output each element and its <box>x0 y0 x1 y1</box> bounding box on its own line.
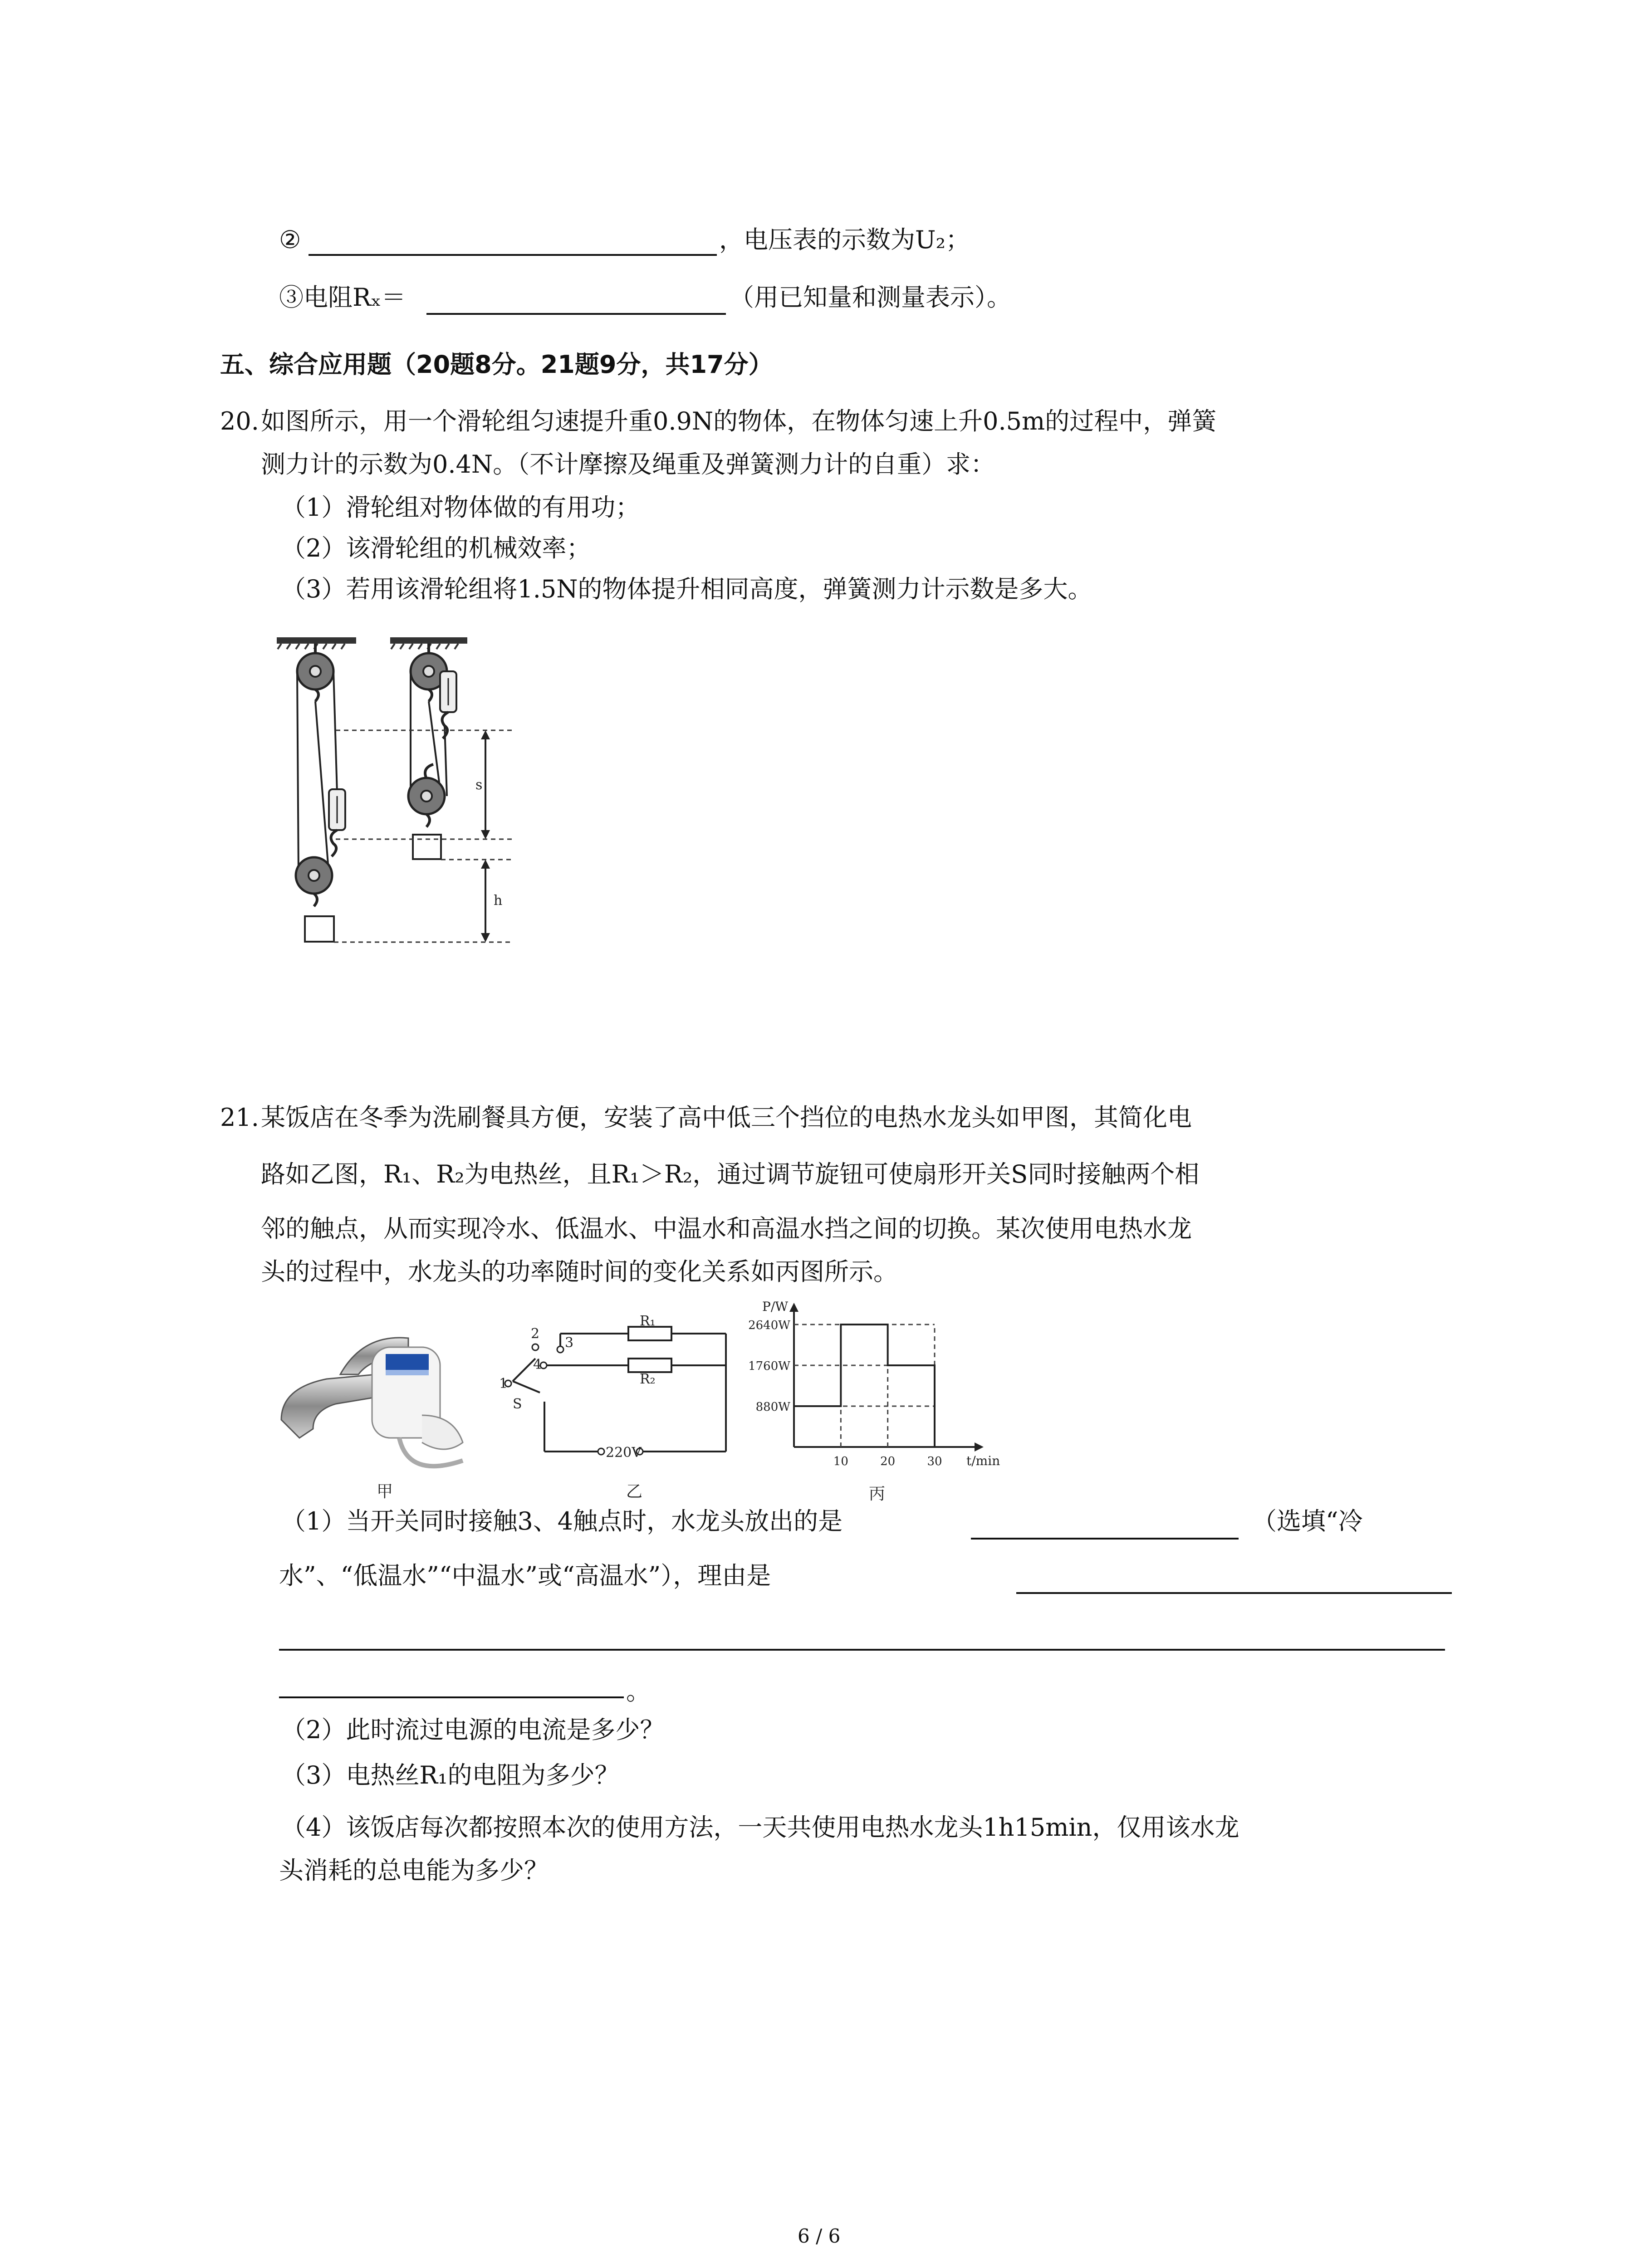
q21-sub4-line2: 头消耗的总电能为多少？ <box>279 1856 549 1885</box>
q21-blank2[interactable] <box>1016 1592 1452 1594</box>
chart-xlabel: t/min <box>966 1453 1000 1468</box>
step2-text: ，电压表的示数为U₂； <box>719 225 970 254</box>
label-bing: 丙 <box>869 1485 886 1503</box>
label-switch-s: S <box>513 1396 522 1412</box>
q20-sub2: （2）该滑轮组的机械效率； <box>281 534 591 562</box>
label-s: s <box>475 777 483 793</box>
section-heading: 五、综合应用题（20题8分。21题9分，共17分） <box>220 350 773 379</box>
q20-line1: 如图所示，用一个滑轮组匀速提升重0.9N的物体，在物体匀速上升0.5m的过程中，弹簧 <box>261 407 1217 435</box>
q21-sub4-line1: （4）该饭店每次都按照本次的使用方法，一天共使用电热水龙头1h15min，仅用该水龙 <box>281 1813 1239 1842</box>
q20-line2: 测力计的示数为0.4N。（不计摩擦及绳重及弹簧测力计的自重）求： <box>261 450 995 479</box>
power-time-chart <box>735 1297 1016 1506</box>
label-r1: R₁ <box>640 1315 656 1329</box>
y-tick-label: 1760W <box>748 1359 790 1373</box>
step3-suffix: （用已知量和测量表示）。 <box>730 283 1011 312</box>
x-tick-label: 20 <box>880 1455 896 1468</box>
q21-line1: 某饭店在冬季为洗刷餐具方便，安装了高中低三个挡位的电热水龙头如甲图，其简化电 <box>261 1103 1192 1132</box>
circuit-figure <box>490 1315 744 1506</box>
q21-sub1-line1a: （1）当开关同时接触3、4触点时，水龙头放出的是 <box>281 1507 843 1535</box>
label-h: h <box>494 893 503 909</box>
y-tick-label: 880W <box>755 1400 790 1414</box>
q20-number: 20. <box>220 407 259 435</box>
step2-mark: ② <box>279 225 301 254</box>
step3-blank[interactable] <box>426 313 726 315</box>
y-tick-label: 2640W <box>748 1319 790 1332</box>
q21-line2: 路如乙图，R₁、R₂为电热丝，且R₁＞R₂，通过调节旋钮可使扇形开关S同时接触两个相 <box>261 1160 1200 1188</box>
label-jia: 甲 <box>377 1482 393 1501</box>
page-number: 6 / 6 <box>798 2225 841 2247</box>
q21-sub1-line1b: （选填“冷 <box>1252 1507 1363 1535</box>
q21-line3: 邻的触点，从而实现冷水、低温水、中温水和高温水挡之间的切换。某次使用电热水龙 <box>261 1214 1192 1243</box>
step3-prefix: ③电阻Rₓ＝ <box>279 283 406 312</box>
x-tick-label: 30 <box>927 1455 942 1468</box>
q20-sub3: （3）若用该滑轮组将1.5N的物体提升相同高度，弹簧测力计示数是多大。 <box>281 575 1092 603</box>
pulley-figure <box>272 633 554 950</box>
series-line <box>794 1325 935 1447</box>
x-tick-label: 10 <box>833 1455 848 1468</box>
step2-blank[interactable] <box>309 254 717 256</box>
q20-sub1: （1）滑轮组对物体做的有用功； <box>281 493 640 522</box>
q21-blank1[interactable] <box>971 1538 1239 1540</box>
label-c1: 1 <box>499 1376 508 1392</box>
q21-blank3[interactable] <box>279 1649 1445 1651</box>
q21-sub2: （2）此时流过电源的电流是多少？ <box>281 1716 665 1744</box>
label-yi: 乙 <box>626 1482 643 1501</box>
label-r2: R₂ <box>640 1371 656 1387</box>
faucet-figure <box>272 1306 481 1501</box>
q21-blank4[interactable] <box>279 1696 624 1698</box>
q21-sub1-end: 。 <box>626 1677 651 1706</box>
q21-sub3: （3）电热丝R₁的电阻为多少？ <box>281 1761 619 1789</box>
label-220v: 220V <box>606 1445 642 1461</box>
label-c2: 2 <box>531 1326 540 1342</box>
q21-line4: 头的过程中，水龙头的功率随时间的变化关系如丙图所示。 <box>261 1257 898 1286</box>
q21-number: 21. <box>220 1103 259 1132</box>
q21-sub1-line2: 水”、“低温水”“中温水”或“高温水”），理由是 <box>279 1561 771 1590</box>
label-c3: 3 <box>565 1335 574 1351</box>
chart-ylabel: P/W <box>762 1299 789 1314</box>
label-c4: 4 <box>533 1357 542 1373</box>
